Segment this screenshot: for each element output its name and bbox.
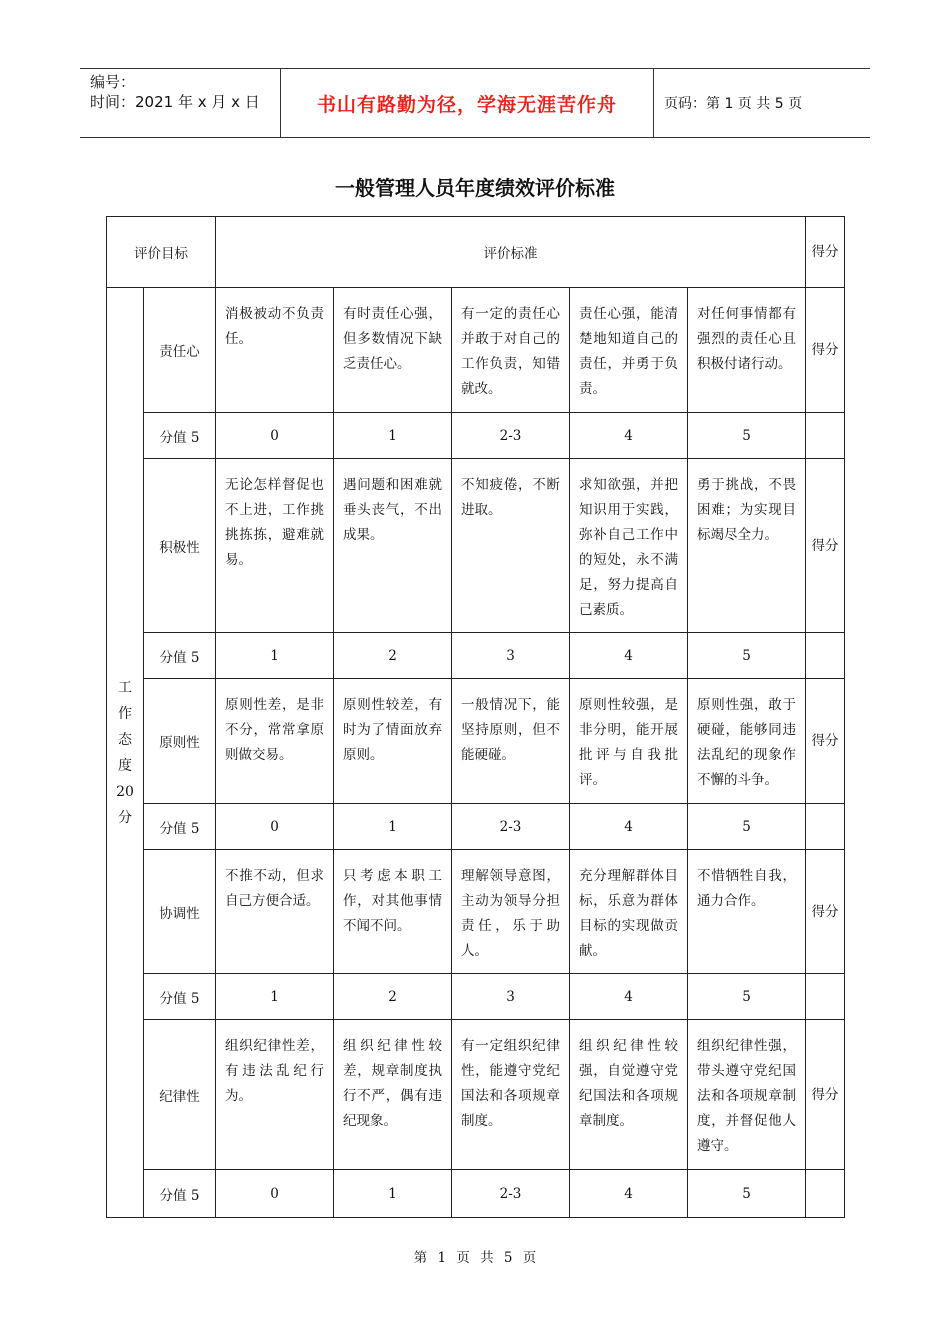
score-value: 2-3 (452, 804, 570, 850)
score-cell: 得分 (806, 459, 845, 633)
level-text: 对任何事情都有强烈的责任心且积极付诸行动。 (688, 288, 806, 413)
header-motto-cell (281, 69, 654, 137)
level-text: 有时责任心强，但多数情况下缺乏责任心。 (334, 288, 452, 413)
level-text: 有一定组织纪律性，能遵守党纪国法和各项规章制度。 (452, 1020, 570, 1170)
score-value: 4 (570, 804, 688, 850)
score-value: 2-3 (452, 413, 570, 459)
category-cell: 工 作 态 度 20 分 (107, 288, 144, 1218)
score-row (107, 413, 845, 459)
score-row (107, 804, 845, 850)
score-value: 0 (216, 804, 334, 850)
item-name: 责任心 (144, 288, 216, 413)
page-title: 一般管理人员年度绩效评价标准 (335, 176, 615, 200)
motto: 书山有路勤为径，学海无涯苦作舟 (316, 93, 617, 116)
score-value: 3 (452, 633, 570, 679)
score-value: 5 (688, 974, 806, 1020)
item-name: 原则性 (144, 679, 216, 804)
score-value: 1 (216, 633, 334, 679)
score-blank (806, 633, 845, 679)
header-page-cell (654, 69, 870, 137)
score-value: 0 (216, 1170, 334, 1218)
header-target: 评价目标 (107, 217, 216, 288)
score-cell: 得分 (806, 288, 845, 413)
item-name: 纪律性 (144, 1020, 216, 1170)
score-label: 分值 5 (144, 804, 216, 850)
page-footer: 第 1 页 共 5 页 (413, 1250, 537, 1266)
level-text: 不推不动，但求自己方便合适。 (216, 850, 334, 974)
score-label: 分值 5 (144, 413, 216, 459)
score-cell: 得分 (806, 679, 845, 804)
score-value: 5 (688, 413, 806, 459)
header-meta (80, 69, 281, 137)
level-text: 无论怎样督促也不上进，工作挑挑拣拣，避难就易。 (216, 459, 334, 633)
score-blank (806, 974, 845, 1020)
evaluation-table (106, 216, 845, 1218)
score-value: 5 (688, 633, 806, 679)
level-text: 遇问题和困难就垂头丧气，不出成果。 (334, 459, 452, 633)
level-text: 组织纪律性较差，规章制度执行不严，偶有违纪现象。 (334, 1020, 452, 1170)
time-label: 时间：2021 年 x 月 x 日 (90, 93, 260, 111)
level-text: 勇于挑战，不畏困难；为实现目标竭尽全力。 (688, 459, 806, 633)
header-standard: 评价标准 (216, 217, 806, 288)
level-text: 充分理解群体目标，乐意为群体目标的实现做贡献。 (570, 850, 688, 974)
document-header (80, 68, 870, 138)
score-value: 5 (688, 804, 806, 850)
level-text: 组织纪律性强，带头遵守党纪国法和各项规章制度，并督促他人遵守。 (688, 1020, 806, 1170)
score-row (107, 974, 845, 1020)
score-value: 4 (570, 633, 688, 679)
score-row (107, 1170, 845, 1218)
level-text: 理解领导意图，主动为领导分担责任，乐于助人。 (452, 850, 570, 974)
score-value: 1 (216, 974, 334, 1020)
score-label: 分值 5 (144, 1170, 216, 1218)
score-blank (806, 413, 845, 459)
score-value: 4 (570, 1170, 688, 1218)
score-label: 分值 5 (144, 633, 216, 679)
level-text: 不知疲倦，不断进取。 (452, 459, 570, 633)
table-row (107, 1020, 845, 1170)
score-value: 1 (334, 413, 452, 459)
score-cell: 得分 (806, 1020, 845, 1170)
level-text: 不惜牺牲自我，通力合作。 (688, 850, 806, 974)
level-text: 责任心强，能清楚地知道自己的责任，并勇于负责。 (570, 288, 688, 413)
table-row (107, 850, 845, 974)
score-value: 4 (570, 413, 688, 459)
score-value: 3 (452, 974, 570, 1020)
table-row (107, 288, 845, 413)
score-label: 分值 5 (144, 974, 216, 1020)
score-blank (806, 804, 845, 850)
page-code: 页码：第 1 页 共 5 页 (664, 96, 803, 112)
score-value: 1 (334, 804, 452, 850)
header-score: 得分 (806, 217, 845, 288)
level-text: 原则性较差，有时为了情面放弃原则。 (334, 679, 452, 804)
score-value: 2 (334, 974, 452, 1020)
table-row (107, 459, 845, 633)
score-value: 4 (570, 974, 688, 1020)
score-row (107, 633, 845, 679)
score-cell: 得分 (806, 850, 845, 974)
score-blank (806, 1170, 845, 1218)
score-value: 0 (216, 413, 334, 459)
level-text: 原则性强，敢于硬碰，能够同违法乱纪的现象作不懈的斗争。 (688, 679, 806, 804)
table-row (107, 679, 845, 804)
item-name: 协调性 (144, 850, 216, 974)
level-text: 只考虑本职工作，对其他事情不闻不问。 (334, 850, 452, 974)
item-name: 积极性 (144, 459, 216, 633)
table-header-row (107, 217, 845, 288)
score-value: 2 (334, 633, 452, 679)
level-text: 组织纪律性较强，自觉遵守党纪国法和各项规章制度。 (570, 1020, 688, 1170)
score-value: 5 (688, 1170, 806, 1218)
number-label: 编号： (90, 73, 136, 91)
level-text: 原则性较强，是非分明，能开展批评与自我批评。 (570, 679, 688, 804)
level-text: 组织纪律性差，有违法乱纪行为。 (216, 1020, 334, 1170)
level-text: 有一定的责任心并敢于对自己的工作负责，知错就改。 (452, 288, 570, 413)
score-value: 1 (334, 1170, 452, 1218)
level-text: 一般情况下，能坚持原则，但不能硬碰。 (452, 679, 570, 804)
level-text: 求知欲强，并把知识用于实践，弥补自己工作中的短处，永不满足，努力提高自己素质。 (570, 459, 688, 633)
level-text: 原则性差，是非不分，常常拿原则做交易。 (216, 679, 334, 804)
level-text: 消极被动不负责任。 (216, 288, 334, 413)
score-value: 2-3 (452, 1170, 570, 1218)
